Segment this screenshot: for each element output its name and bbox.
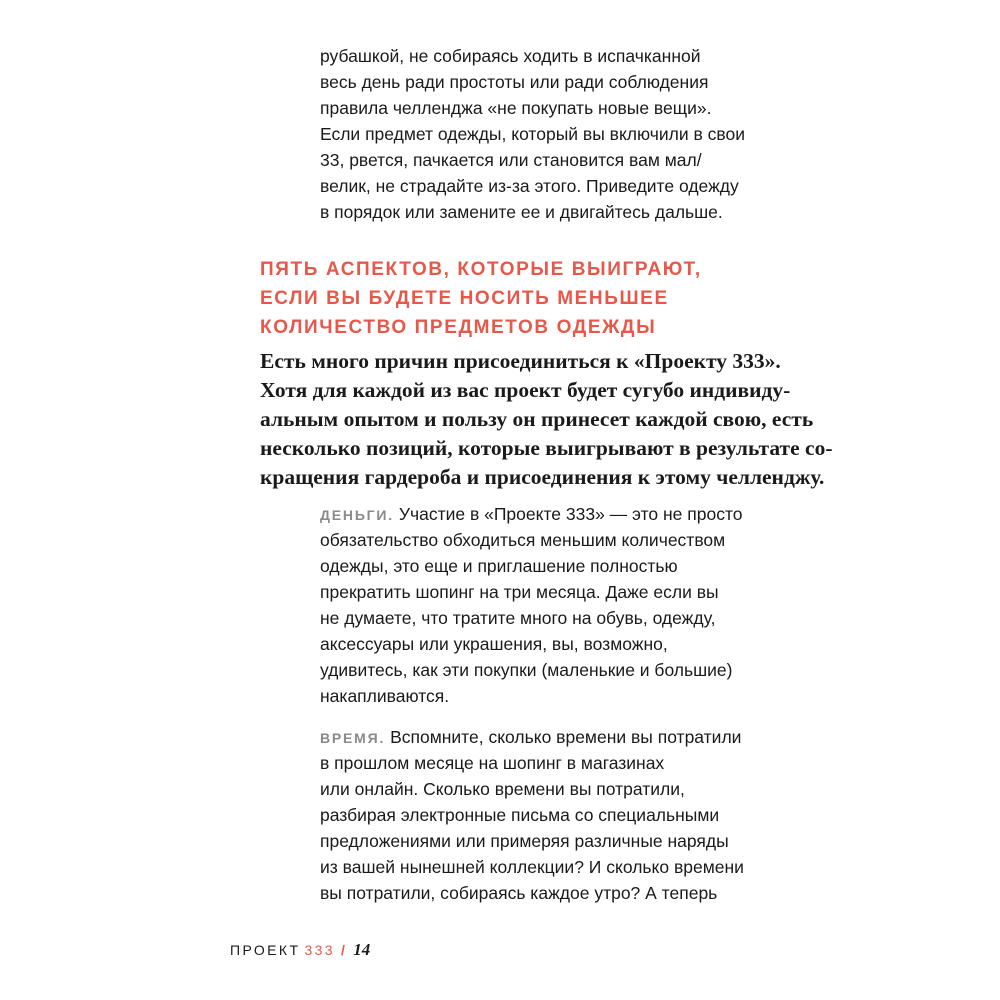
heading-line: КОЛИЧЕСТВО ПРЕДМЕТОВ ОДЕЖДЫ — [260, 317, 657, 338]
text-line: Есть много причин присоединиться к «Проекту 333». — [260, 349, 781, 373]
page-number: 14 — [353, 940, 371, 959]
text-line: из вашей нынешней коллекции? И сколько времени — [320, 857, 744, 877]
book-number: 333 — [304, 942, 335, 958]
section-first-line — [320, 502, 743, 527]
page-footer — [230, 940, 370, 960]
text-line: в прошлом месяце на шопинг в магазинах — [320, 753, 665, 773]
footer-separator: / — [341, 942, 348, 958]
text-line: удивитесь, как эти покупки (маленькие и большие) — [320, 660, 733, 680]
heading-line: ЕСЛИ ВЫ БУДЕТЕ НОСИТЬ МЕНЬШЕЕ — [260, 288, 669, 309]
text-line: кращения гардероба и присоединения к этому челленджу. — [260, 465, 825, 489]
text-line: рубашкой, не собираясь ходить в испачканной — [320, 46, 701, 66]
section-first-line — [320, 725, 741, 750]
text-line: не думаете, что тратите много на обувь, одежду, — [320, 608, 716, 628]
text-line: предложениями или примеряя различные наряды — [320, 831, 729, 851]
text-line: Хотя для каждой из вас проект будет сугубо индивиду- — [260, 378, 791, 402]
section-lead-word: ВРЕМЯ. — [320, 730, 386, 746]
section-lead-word: ДЕНЬГИ. — [320, 507, 394, 523]
section-first-text: Вспомните, сколько времени вы потратили — [385, 727, 742, 747]
text-line: прекратить шопинг на три месяца. Даже если вы — [320, 582, 719, 602]
text-line: правила челленджа «не покупать новые вещи». — [320, 98, 712, 118]
text-line: обязательство обходиться меньшим количеством — [320, 530, 726, 550]
text-line: альным опытом и пользу он принесет каждой свою, есть — [260, 407, 814, 431]
text-line: аксессуары или украшения, вы, возможно, — [320, 634, 668, 654]
text-line: или онлайн. Сколько времени вы потратили, — [320, 779, 685, 799]
text-line: в порядок или замените ее и двигайтесь дальше. — [320, 202, 723, 222]
text-line: несколько позиций, которые выигрывают в результате со- — [260, 436, 833, 460]
text-line: накапливаются. — [320, 686, 450, 706]
text-line: Если предмет одежды, который вы включили в свои — [320, 124, 746, 144]
text-line: вы потратили, собираясь каждое утро? А теперь — [320, 883, 718, 903]
text-line: 33, рвется, пачкается или становится вам мал/ — [320, 150, 702, 170]
heading-line: ПЯТЬ АСПЕКТОВ, КОТОРЫЕ ВЫИГРАЮТ, — [260, 259, 702, 280]
text-line: разбирая электронные письма со специальными — [320, 805, 720, 825]
text-line: весь день ради простоты или ради соблюдения — [320, 72, 709, 92]
book-title: ПРОЕКТ — [230, 942, 301, 958]
text-line: велик, не страдайте из-за этого. Приведите одежду — [320, 176, 739, 196]
text-line: одежды, это еще и приглашение полностью — [320, 556, 678, 576]
section-first-text: Участие в «Проекте 333» — это не просто — [393, 504, 743, 524]
